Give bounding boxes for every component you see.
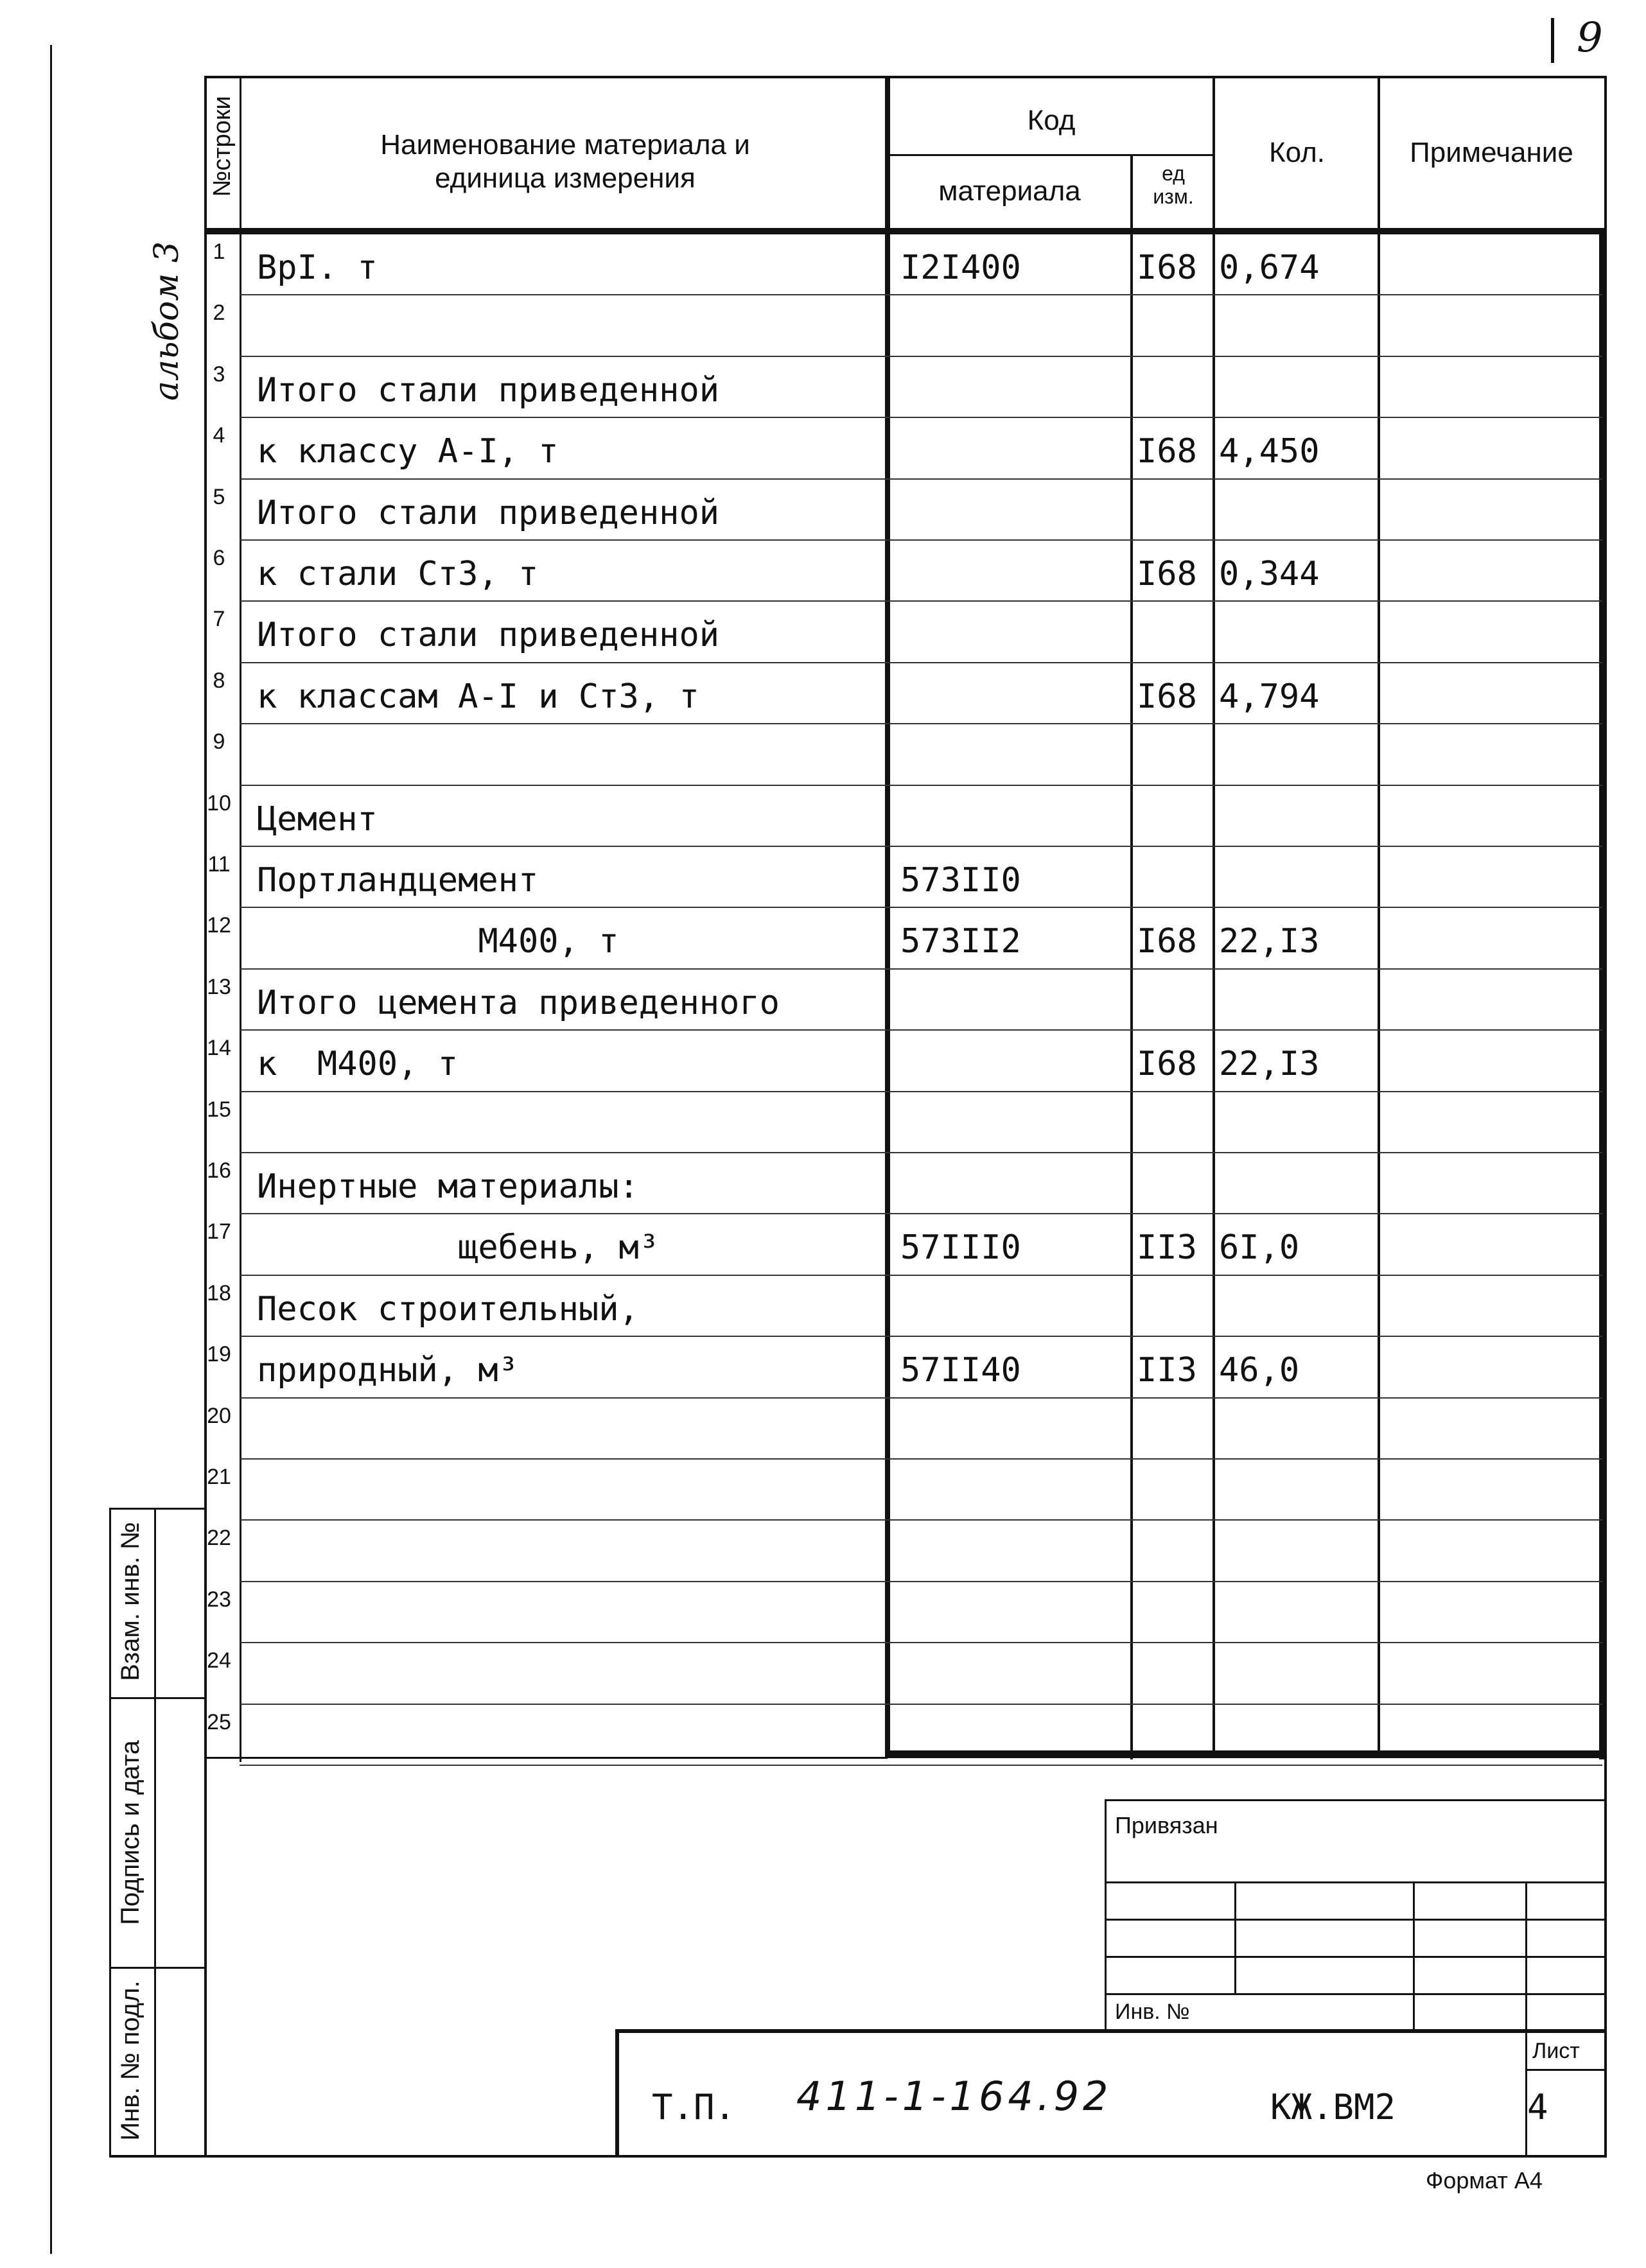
privyazan-row1 — [1105, 1881, 1607, 1883]
frame-top — [204, 76, 1606, 78]
row-line — [240, 1397, 1602, 1399]
doc-code: КЖ.ВМ2 — [1270, 2087, 1396, 2127]
page-number: 9 — [1577, 14, 1603, 62]
row-name: Итого стали приведенной — [257, 616, 720, 654]
row-material-code: I2I400 — [900, 249, 1021, 287]
privyazan-row3 — [1105, 1956, 1607, 1958]
row-number: 13 — [207, 975, 231, 999]
data-bottom-thick — [885, 1750, 1607, 1758]
row-number: 8 — [213, 668, 225, 693]
title-strip-left — [615, 2029, 619, 2158]
col-divider-mat — [1130, 154, 1133, 1759]
row-unit-code: I68 — [1137, 249, 1197, 287]
privyazan-row4 — [1105, 1993, 1607, 1995]
row-line — [240, 1091, 1602, 1092]
row-quantity: 46,0 — [1219, 1351, 1300, 1390]
row-name: Итого стали приведенной — [257, 371, 720, 410]
col-divider-num — [240, 76, 241, 1762]
row-name: Инертные материалы: — [257, 1167, 639, 1206]
row-line — [240, 662, 1602, 663]
header-bottom-thick — [204, 228, 1607, 234]
row-number: 16 — [207, 1158, 231, 1183]
row-unit-code: II3 — [1137, 1351, 1197, 1390]
row-name: М400, т — [257, 922, 619, 961]
privyazan-row2 — [1105, 1919, 1607, 1921]
row-name: природный, м³ — [257, 1351, 518, 1390]
row-line — [240, 600, 1602, 602]
row-name: Песок строительный, — [257, 1290, 639, 1329]
row-line — [240, 1581, 1602, 1582]
row-number: 4 — [213, 423, 225, 448]
row-line — [240, 539, 1602, 541]
row-quantity: 0,674 — [1219, 249, 1320, 287]
row-line — [240, 1275, 1602, 1276]
header-code-material: материала — [938, 175, 1081, 207]
stamp-left — [109, 1508, 111, 2158]
row-number: 25 — [207, 1710, 231, 1734]
format-label: Формат А4 — [1426, 2167, 1543, 2194]
row-material-code: 57II40 — [900, 1351, 1021, 1390]
row-unit-code: II3 — [1137, 1228, 1197, 1267]
code-subheader-line — [888, 154, 1215, 156]
row-number: 5 — [213, 485, 225, 509]
row-line — [240, 1029, 1602, 1031]
row-quantity: 22,I3 — [1219, 922, 1320, 961]
privyazan-label: Привязан — [1115, 1812, 1218, 1838]
privyazan-left — [1105, 1799, 1107, 2030]
row-number: 15 — [207, 1097, 231, 1122]
col-divider-qty — [1378, 76, 1380, 1758]
list-divider — [1525, 2069, 1607, 2071]
row-number: 6 — [213, 546, 225, 570]
row-number: 24 — [207, 1648, 231, 1673]
row-name: к классам А-I и Ст3, т — [257, 677, 699, 716]
list-label: Лист — [1532, 2039, 1580, 2063]
row-line — [240, 478, 1602, 480]
privyazan-top — [1105, 1799, 1607, 1801]
row-line — [240, 294, 1602, 295]
stamp-inv-podl-label: Инв. № подл. — [116, 1980, 144, 2141]
row-line — [240, 1336, 1602, 1337]
row-name: Итого цемента приведенного — [257, 984, 780, 1022]
row-number: 14 — [207, 1036, 231, 1060]
privyazan-vcol1 — [1234, 1881, 1236, 1993]
row-number: 7 — [213, 607, 225, 631]
row-quantity: 4,450 — [1219, 432, 1320, 471]
header-note: Примечание — [1410, 137, 1573, 168]
row-quantity: 22,I3 — [1219, 1045, 1320, 1083]
sheet-number: 4 — [1527, 2087, 1548, 2127]
row-number: 2 — [213, 301, 225, 325]
stamp-podpis-label: Подпись и дата — [116, 1740, 144, 1925]
row-number: 1 — [213, 240, 225, 264]
header-qty: Кол. — [1268, 137, 1326, 168]
tp-number: 411-1-164.92 — [796, 2073, 1112, 2120]
row-name: Итого стали приведенной — [257, 494, 720, 532]
row-name: к М400, т — [257, 1045, 459, 1083]
row-unit-code: I68 — [1137, 432, 1197, 471]
row-number: 19 — [207, 1342, 231, 1366]
row-name: Цемент — [257, 800, 378, 839]
header-code-unit: ед изм. — [1153, 162, 1194, 208]
row-line — [240, 1642, 1602, 1643]
row-unit-code: I68 — [1137, 555, 1197, 593]
row-line — [240, 1458, 1602, 1460]
row-line — [240, 846, 1602, 847]
row-number: 9 — [213, 729, 225, 754]
page-mark-line — [1551, 18, 1554, 63]
stamp-vzam-label: Взам. инв. № — [116, 1522, 144, 1681]
row-line — [240, 1152, 1602, 1153]
stamp-mid — [154, 1508, 156, 2158]
row-number: 18 — [207, 1281, 231, 1305]
row-quantity: 6I,0 — [1219, 1228, 1300, 1267]
col-divider-name — [885, 76, 890, 1758]
title-strip-top — [615, 2029, 1607, 2033]
row-line — [240, 723, 1602, 724]
row-material-code: 573II0 — [900, 861, 1021, 900]
data-right-thick — [1599, 228, 1607, 1759]
row-material-code: 57III0 — [900, 1228, 1021, 1267]
row-number: 17 — [207, 1219, 231, 1244]
inv-no-label: Инв. № — [1115, 2000, 1190, 2024]
frame-bottom — [109, 2155, 1607, 2158]
row-line — [240, 968, 1602, 970]
row-unit-code: I68 — [1137, 922, 1197, 961]
header-code: Код — [1027, 105, 1076, 136]
row-line — [240, 907, 1602, 908]
row-name: BpI. т — [257, 249, 378, 287]
row-unit-code: I68 — [1137, 677, 1197, 716]
col-divider-unit — [1213, 76, 1215, 1758]
row-number: 3 — [213, 362, 225, 387]
row-line — [240, 356, 1602, 357]
header-name: Наименование материала и единица измерения — [380, 129, 750, 194]
row-line — [240, 1765, 1602, 1766]
row-material-code: 573II2 — [900, 922, 1021, 961]
row-name: к стали Ст3, т — [257, 555, 539, 593]
row-name: Портландцемент — [257, 861, 539, 900]
row-line — [240, 785, 1602, 786]
row-quantity: 0,344 — [1219, 555, 1320, 593]
row-unit-code: I68 — [1137, 1045, 1197, 1083]
row-number: 12 — [207, 913, 231, 938]
row-line — [240, 417, 1602, 418]
header-row-no: №строки — [209, 96, 236, 197]
row-line — [240, 1704, 1602, 1705]
privyazan-vcol2 — [1413, 1881, 1415, 2030]
margin-note: альбом 3 — [148, 241, 186, 401]
row-number: 23 — [207, 1587, 231, 1612]
row-number: 20 — [207, 1404, 231, 1428]
row-number: 11 — [207, 852, 231, 877]
row-number: 21 — [207, 1465, 231, 1489]
data-bottom-thin — [204, 1757, 888, 1759]
binding-line — [50, 45, 52, 2254]
row-line — [240, 1213, 1602, 1214]
row-name: к классу А-I, т — [257, 432, 559, 471]
row-quantity: 4,794 — [1219, 677, 1320, 716]
row-line — [240, 1519, 1602, 1521]
row-number: 10 — [207, 791, 231, 816]
row-name: щебень, м³ — [257, 1228, 660, 1267]
row-number: 22 — [207, 1526, 231, 1550]
tp-label: Т.П. — [652, 2087, 736, 2127]
